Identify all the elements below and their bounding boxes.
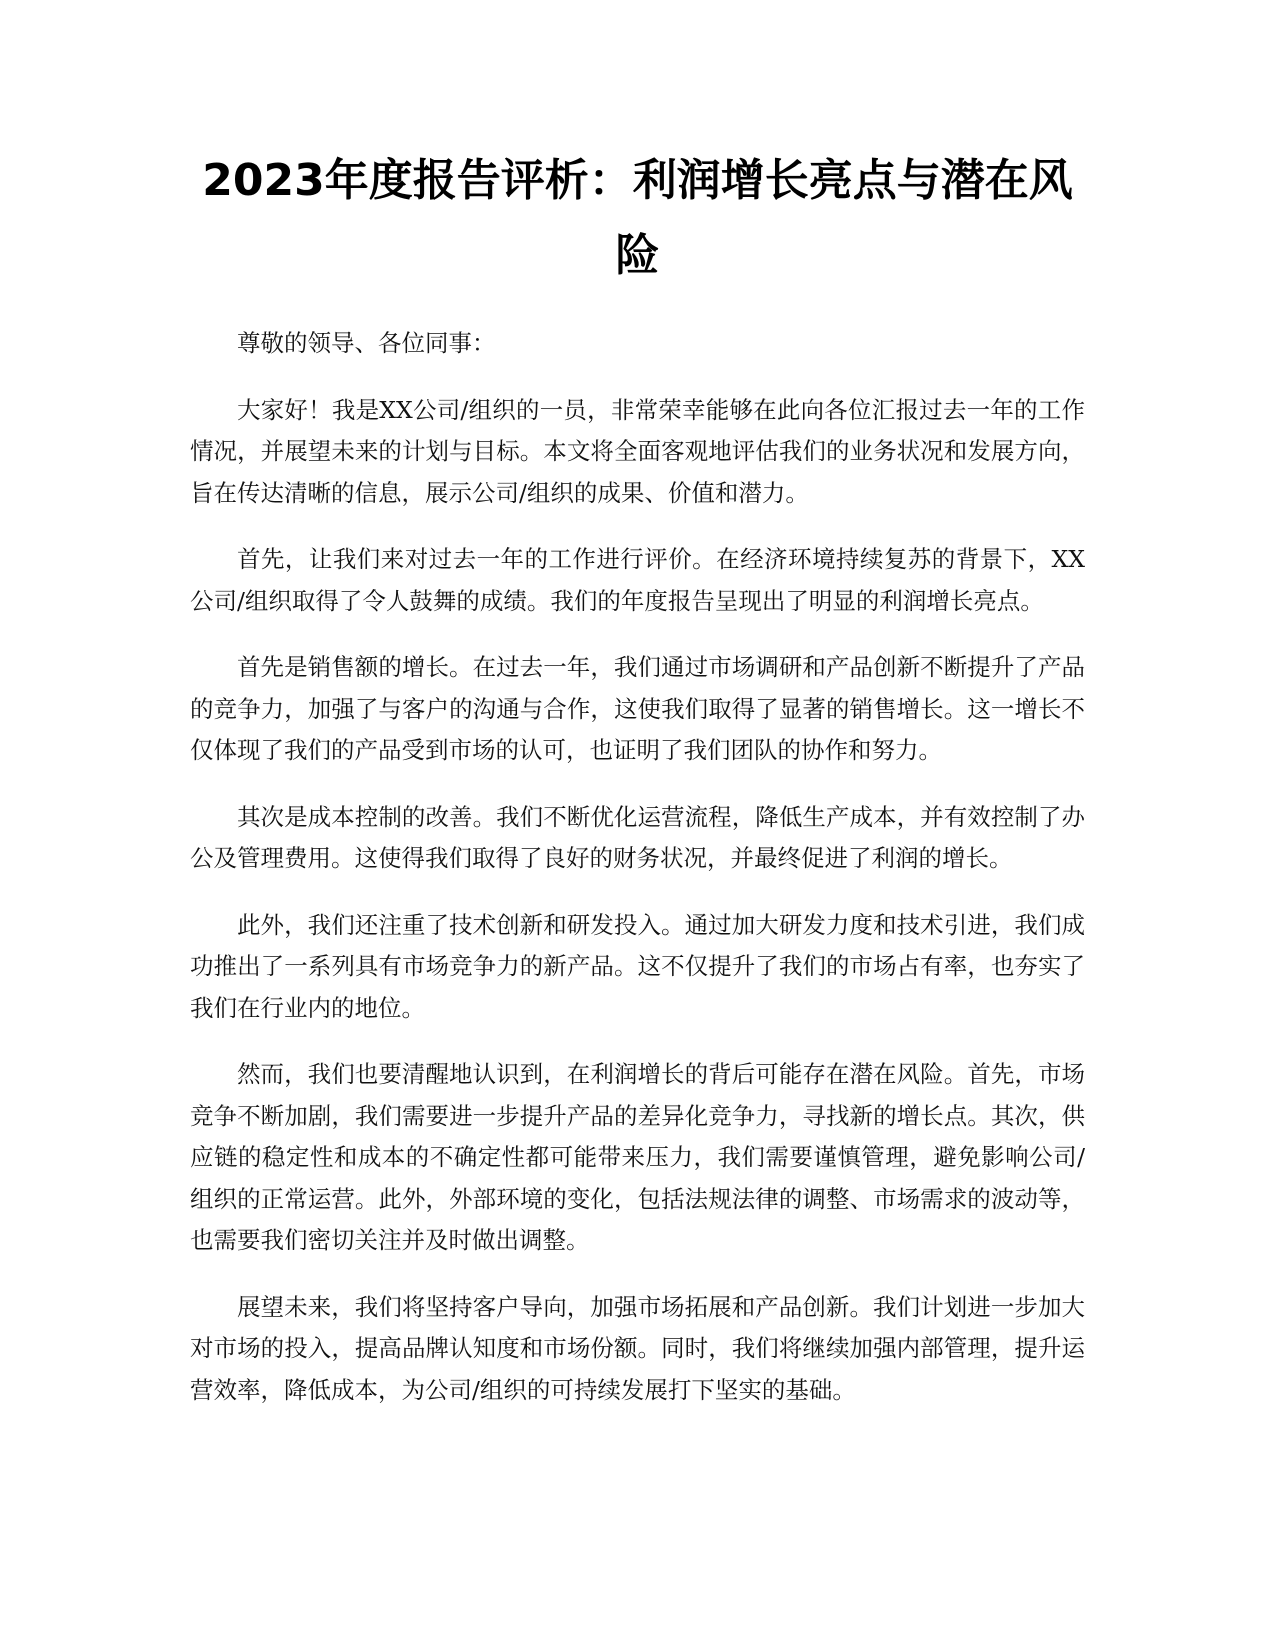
paragraph-introduction: 大家好！我是XX公司/组织的一员，非常荣幸能够在此向各位汇报过去一年的工作情况，并展望未来的计划与目标。本文将全面客观地评估我们的业务状况和发展方向，旨在传达清晰的信息，展示公司/组织的成果、价值和潜力。 [190, 395, 1085, 507]
paragraph-risks: 然而，我们也要清醒地认识到，在利润增长的背后可能存在潜在风险。首先，市场竞争不断加剧，我们需要进一步提升产品的差异化竞争力，寻找新的增长点。其次，供应链的稳定性和成本的不确定性都可能带来压力，我们需要谨慎管理，避免影响公司/组织的正常运营。此外，外部环境的变化，包括法规法律的调整、市场需求的波动等，也需要我们密切关注并及时做出调整。 [190, 1060, 1085, 1254]
paragraph-review: 首先，让我们来对过去一年的工作进行评价。在经济环境持续复苏的背景下，XX公司/组织取得了令人鼓舞的成绩。我们的年度报告呈现出了明显的利润增长亮点。 [190, 545, 1085, 615]
paragraph-innovation: 此外，我们还注重了技术创新和研发投入。通过加大研发力度和技术引进，我们成功推出了一系列具有市场竞争力的新产品。这不仅提升了我们的市场占有率，也夯实了我们在行业内的地位。 [190, 910, 1085, 1022]
paragraph-sales-growth: 首先是销售额的增长。在过去一年，我们通过市场调研和产品创新不断提升了产品的竞争力，加强了与客户的沟通与合作，这使我们取得了显著的销售增长。这一增长不仅体现了我们的产品受到市场的认可，也证明了我们团队的协作和努力。 [190, 653, 1085, 764]
paragraph-outlook: 展望未来，我们将坚持客户导向，加强市场拓展和产品创新。我们计划进一步加大对市场的投入，提高品牌认知度和市场份额。同时，我们将继续加强内部管理，提升运营效率，降低成本，为公司/组织的可持续发展打下坚实的基础。 [190, 1292, 1085, 1404]
document-body [190, 323, 1085, 1411]
document-title: 2023年度报告评析：利润增长亮点与潜在风险 [202, 155, 1073, 281]
paragraph-cost-control: 其次是成本控制的改善。我们不断优化运营流程，降低生产成本，并有效控制了办公及管理费用。这使得我们取得了良好的财务状况，并最终促进了利润的增长。 [190, 802, 1085, 872]
paragraph-greeting: 尊敬的领导、各位同事： [237, 329, 496, 357]
